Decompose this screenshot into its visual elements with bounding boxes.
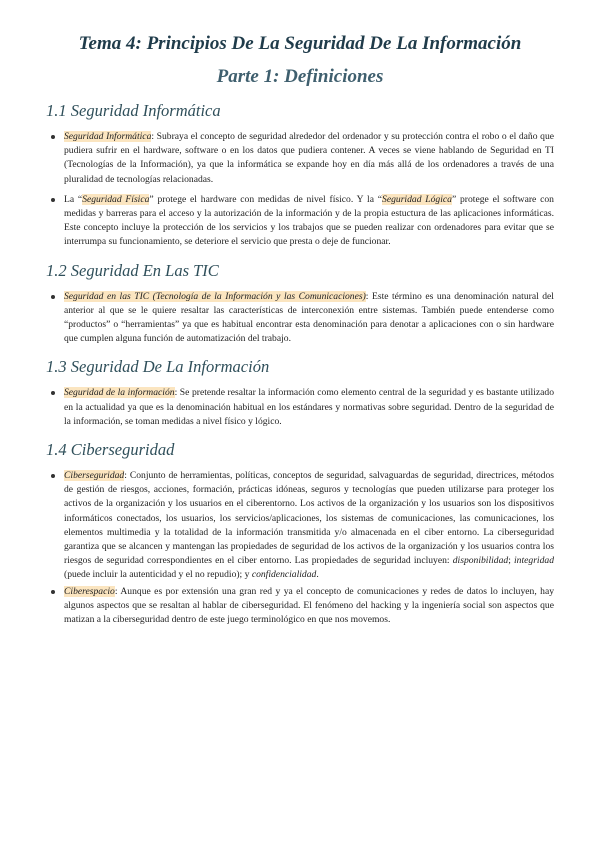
item-text: : Subraya el concepto de seguridad alrededor del ordenador y su protección contra el robo o el daño que pudiera sufrir en el hardware, software o en los datos que pudiera contener. A veces se viene hablando de Seguridad en TI (Tecnologías de la Información), ya que la informática se expande hoy en día más allá de los ordenadores a través de una pluralidad de tecnologías relacionadas. [64,131,555,185]
list-item [64,130,554,187]
list-item [64,386,554,429]
term-highlight: Seguridad en las TIC (Tecnología de la Información y las Comunicaciones) [64,290,366,302]
property-disponibilidad: disponibilidad [452,555,509,567]
section-list-seguridad-tic [46,290,554,347]
item-text: : Se pretende resaltar la información como elemento central de la seguridad y es bastante utilizado en la actualidad ya que es la denominación habitual en los estándares y normativas sobre seguridad. Dentro de la seguridad de la información, se toman medidas a nivel físico y lógico. [64,387,554,427]
term-highlight: Ciberseguridad [64,470,125,482]
property-integridad: integridad [514,555,554,567]
item-text-mid: ” protege el hardware con medidas de nivel físico. Y la “ [149,193,383,205]
term-highlight: Seguridad Informática [64,131,152,142]
section-heading-seguridad-tic: 1.2 Seguridad En Las TIC [46,260,219,280]
document-title: Tema 4: Principios De La Seguridad De La Información [78,33,522,54]
item-text-sep: (puede incluir la autenticidad y el no repudio); y [64,569,252,581]
item-text-sep: ; [508,555,515,567]
item-text: : Aunque es por extensión una gran red y ya el concepto de comunicaciones y redes de datos lo incluyen, hay algunos aspectos que se resaltan al hablar de ciberseguridad. El fenómeno del hacking y la ingeniería social son aspectos que matizan a la ciberseguridad dentro de este juego terminológico en que nos movemos. [64,585,554,626]
section-list-ciberseguridad [46,469,554,627]
item-text-end: . [316,569,319,581]
section-list-seguridad-informatica [46,130,554,250]
section-heading-seguridad-informatica: 1.1 Seguridad Informática [46,101,221,120]
list-item [64,290,554,347]
term-highlight: Seguridad de la información [64,387,175,399]
term-highlight: Seguridad Lógica [382,193,452,205]
section-list-seguridad-informacion [46,386,554,429]
section-heading-ciberseguridad: 1.4 Ciberseguridad [46,440,175,460]
item-text: : Este término es una denominación natural del anterior al que se le quiere resaltar las características de interconexión entre sistemas. También puede entenderse como “productos” o “herramientas” ya que es habitual encontrar esta denominación para denotar a aplicaciones con o sin hardware que cumplen alguna función de automatización del trabajo. [64,290,554,345]
document-subtitle: Parte 1: Definiciones [216,66,384,87]
item-text-pre: La “ [64,193,83,205]
item-text: ” protege el software con medidas y barreras para el acceso y la autorización de la información y de la propia estuctura de las aplicaciones informáticas. Este concepto incluye la protección de los servicios y los trabajos que se pueden realizar con ordenadores para evitar que se interrumpa su funcionamiento, se deteriore el servicio que presta o deje de funcionar. [64,193,554,248]
term-highlight: Ciberespacio [64,585,115,597]
term-highlight: Seguridad Física [82,193,150,205]
list-item [64,469,554,583]
property-confidencialidad: confidencialidad [251,569,317,581]
list-item [64,585,554,628]
list-item [64,193,554,250]
item-text: : Conjunto de herramientas, políticas, conceptos de seguridad, salvaguardas de seguridad, directrices, métodos de gestión de riesgos, acciones, formación, prácticas idóneas, seguros y tecnologías que pueden utilizarse para proteger los activos de la organización y los usuarios en el ciberentorno. Los activos de la organización y los usuarios son los dispositivos informáticos conectados, los usuarios, los servicios/aplicaciones, los sistemas de comunicaciones, las comunicaciones, los elementos multimedia y la totalidad de la información transmitida y/o almacenada en el ciber entorno. La ciberseguridad garantiza que se alcancen y mantengan las propiedades de seguridad de los activos de la organización y los usuarios contra los riesgos de seguridad correspondientes en el ciber entorno. Las propiedades de seguridad incluyen: [64,470,554,567]
section-heading-seguridad-informacion: 1.3 Seguridad De La Información [46,357,270,377]
